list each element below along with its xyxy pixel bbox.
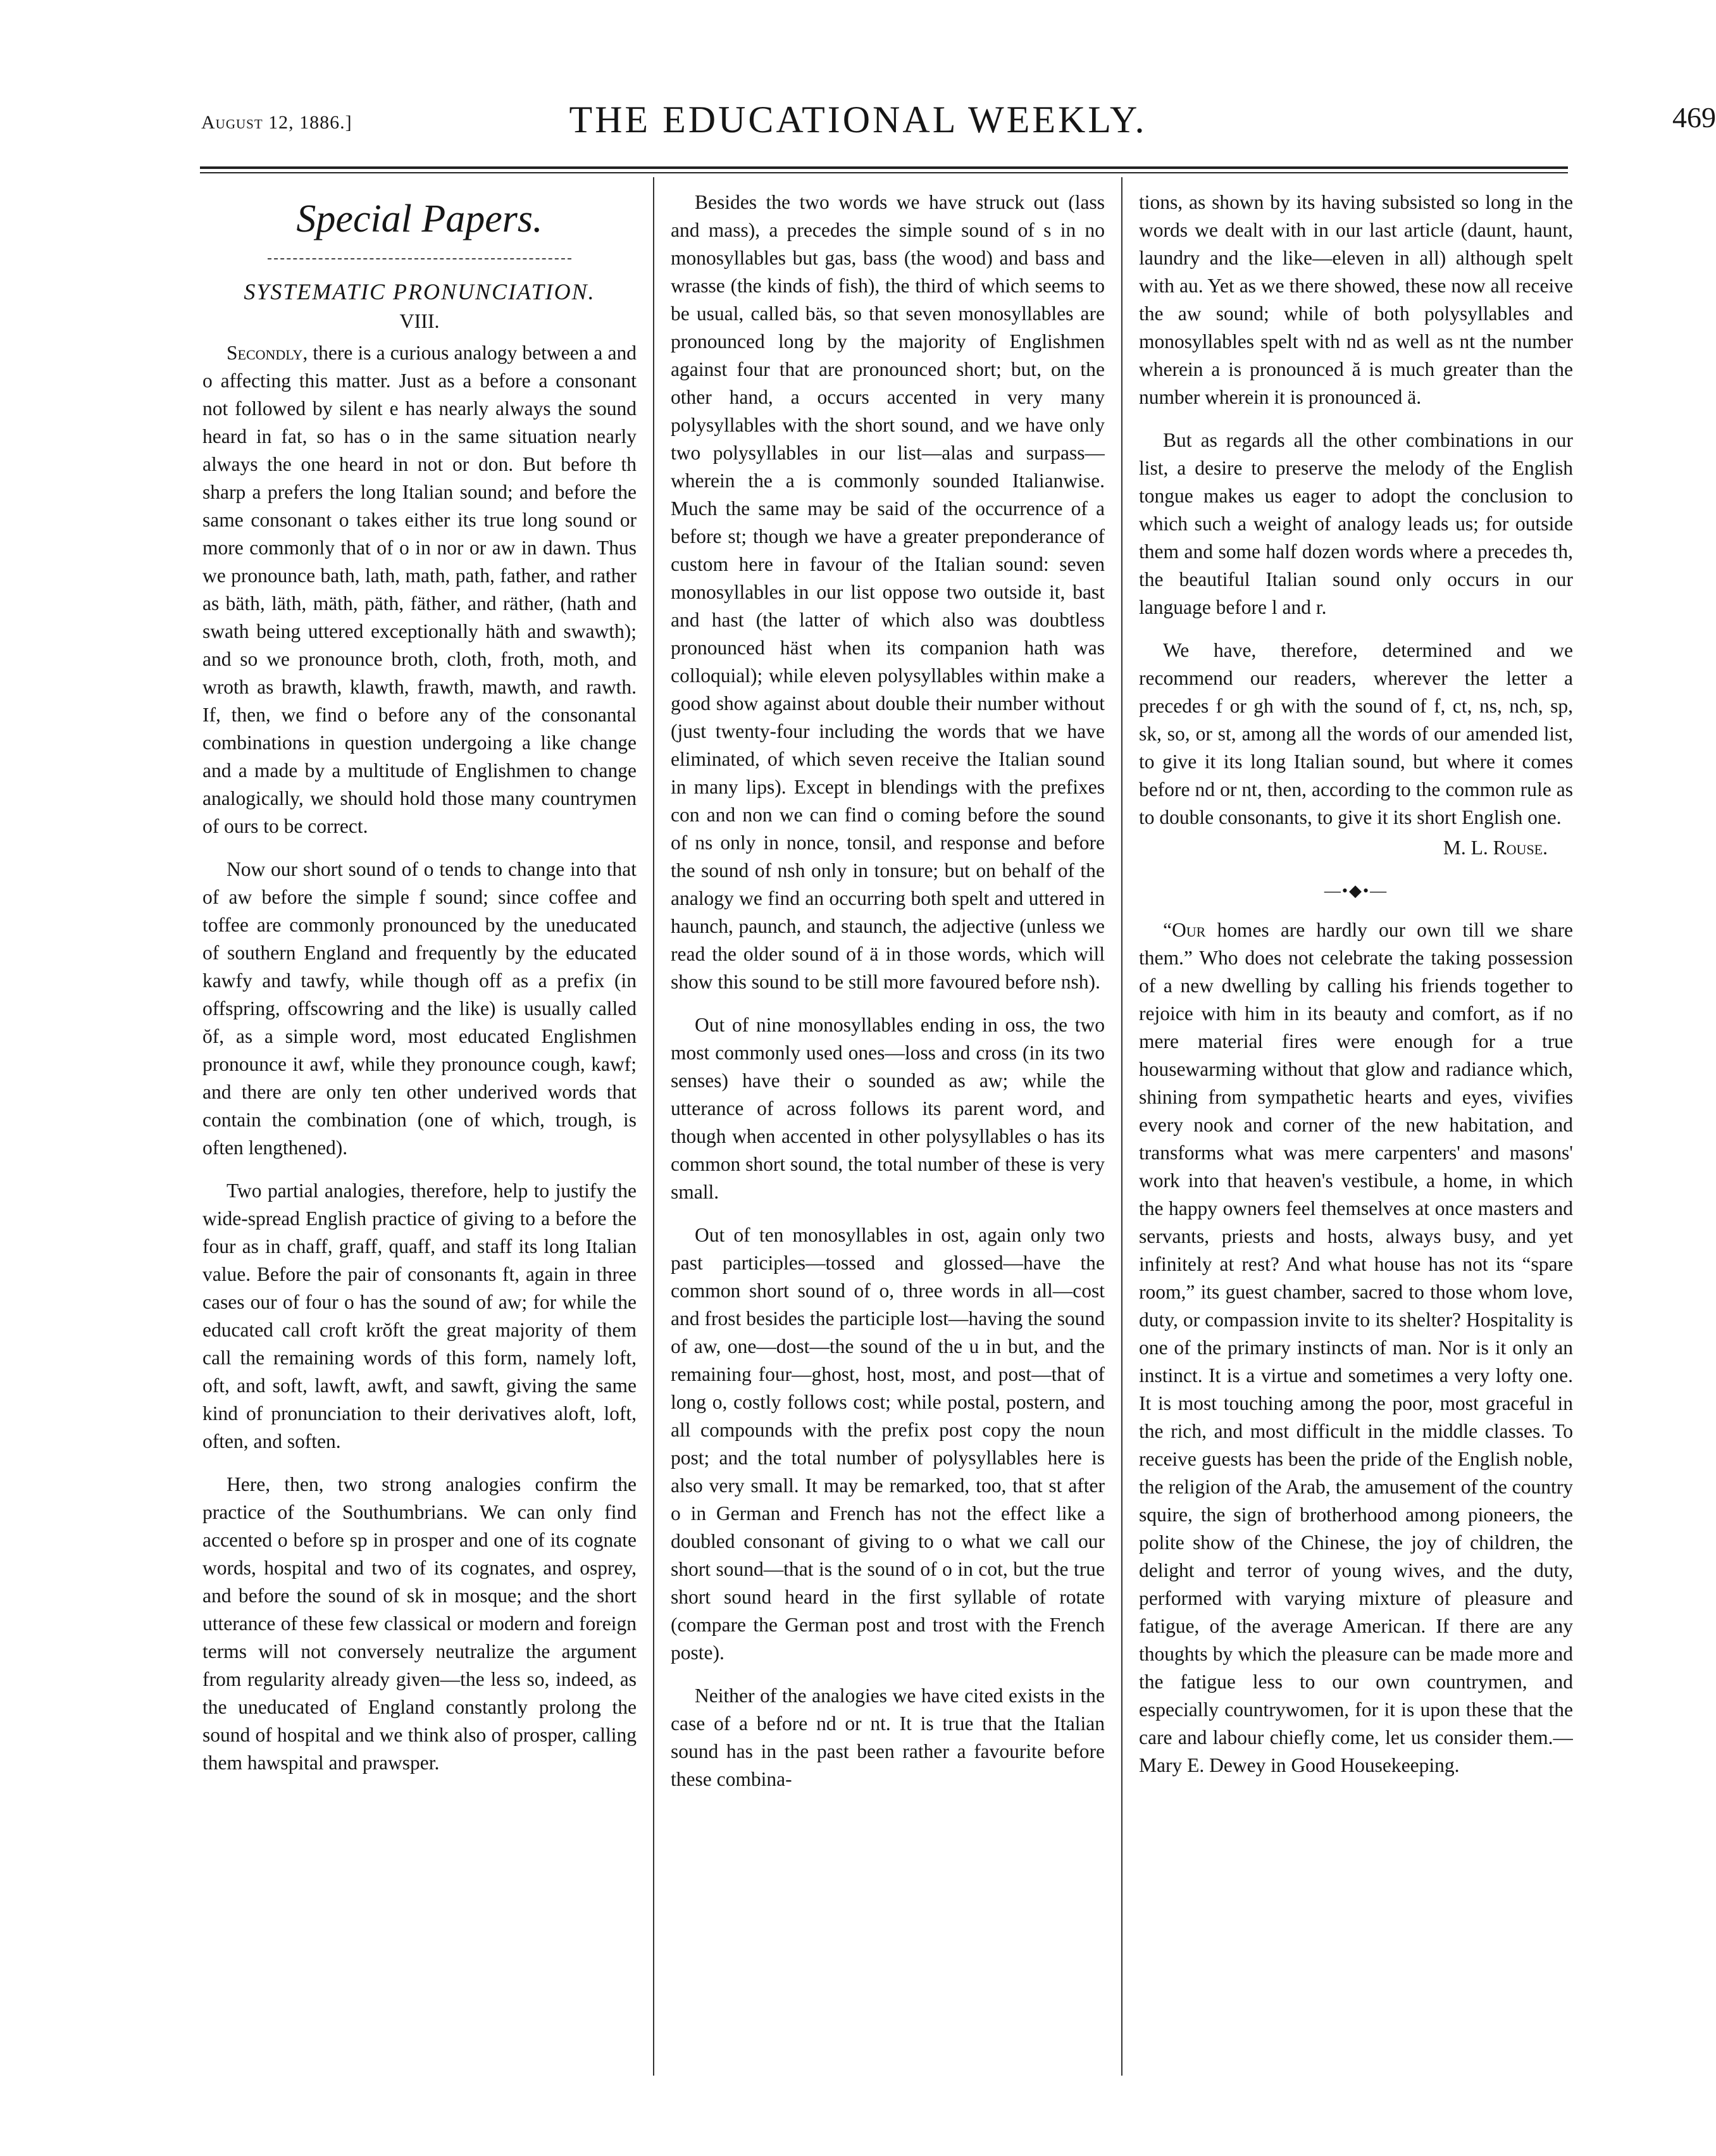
paragraph: Here, then, two strong analogies confirm the practice of the Southumbrians. We can only find accented o before sp in prosper and one of its cognate words, hospital and two of its cognates, and osprey, and before the sound of sk in mosque; and the short utterance of these few classical or modern and foreign terms will not conversely neutralize the argument from regularity already given—the less so, indeed, as the uneducated of England constantly prolong the sound of hospital and we think also of prosper, calling them hawspital and prawsper. [202, 1473, 637, 1774]
masthead [0, 98, 1716, 155]
column-divider [653, 177, 654, 2076]
column-divider [1121, 177, 1122, 2076]
paragraph: Out of nine monosyllables ending in oss, the two most commonly used ones—loss and cross (in its two senses) have their o sounded as aw; while the utterance of across follows its parent word, and though when accented in other polysyllables o has its common short sound, the total number of these is very small. [671, 1014, 1105, 1203]
paragraph [1139, 916, 1573, 1779]
paragraph: We have, therefore, determined and we recommend our readers, wherever the letter a precedes f or gh with the sound of f, ct, ns, nch, sp, sk, so, or st, among all the words of our amended list, to give it its long Italian sound, but where it comes before nd or nt, then, according to the common rule as to double consonants, to give it its short English one. [1139, 639, 1573, 828]
page-number: 469 [1672, 101, 1716, 134]
ornament-divider: —•◆•— [1324, 882, 1388, 900]
column-2 [671, 189, 1105, 2087]
column-1 [202, 189, 637, 2087]
header-rule [200, 166, 1568, 169]
header-rule-thin [200, 172, 1568, 173]
paragraph: Now our short sound of o tends to change into that of aw before the simple f sound; since coffee and toffee are commonly pronounced by the uneducated of southern England and frequently by the educated kawfy and tawfy, while though off as a prefix (in offspring, offscowring and the like) is usually called ŏf, as a simple word, most educated Englishmen pronounce it awf, while they pronounce cough, kawf; and there are only ten other underived words that contain the combination (one of which, trough, is often lengthened). [202, 858, 637, 1159]
paragraph-text: homes are hardly our own till we share them.” Who does not celebrate the taking possession of a new dwelling by calling his friends together to rejoice with him in its beauty and comfort, as if no mere material fires were enough for a true housewarming without that glow and radiance which, shining from sympathetic hearts and eyes, vivifies every nook and corner of the new habitation, and transforms what was mere carpenters' and masons' work into that heaven's vestibule, a home, in which the happy owners feel themselves at once masters and servants, priests and hosts, always busy, and yet infinitely at rest? And what house has not its “spare room,” its guest chamber, sacred to those whom love, duty, or compassion invite to its shelter? Hospitality is one of the primary instincts of man. Nor is it only an instinct. It is a virtue and sometimes a very lofty one. It is most touching among the poor, most graceful in the rich, and most difficult in the middle classes. To receive guests has been the pride of the English noble, the religion of the Arab, the amusement of the country squire, the sign of brotherhood among pioneers, the polite show of the Chinese, the joy of children, the delight and terror of young wives, and the duty, performed with varying mixture of pleasure and fatigue, of the average American. If there are any thoughts by which the pleasure can be made more and the fatigue less to our own countrymen, and especially countrywomen, for it is upon these that the care and labour chiefly come, let us consider them.—Mary E. Dewey in Good Housekeeping. [1139, 919, 1573, 1776]
publication-title: THE EDUCATIONAL WEEKLY. [569, 99, 1147, 140]
article-title: SYSTEMATIC PRONUNCIATION. [244, 279, 595, 304]
paragraph: Two partial analogies, therefore, help to justify the wide-spread English practice of giving to a before the four as in chaff, graff, quaff, and staff its long Italian value. Before the pair of consonants ft, again in three cases our of four o has the sound of aw; for while the educated call croft krŏft the great majority of them call the remaining words of this form, namely loft, oft, and soft, lawft, awft, and sawft, giving the same kind of pronunciation to their derivatives aloft, loft, often, and soften. [202, 1180, 637, 1452]
paragraph [202, 339, 637, 840]
lead-word: Secondly, [227, 342, 308, 364]
paragraph-text: there is a curious analogy between a and o affecting this matter. Just as a before a consonant not followed by silent e has nearly always the sound heard in fat, so has o in the same situation nearly always the one heard in not or don. But before th sharp a prefers the long Italian sound; and before the same consonant o takes either its true long sound or more commonly that of o in nor or aw in dawn. Thus we pronounce bath, lath, math, path, father, and rather as bäth, läth, mäth, päth, fäther, and räther, (hath and swath being uttered exceptionally häth and swawth); and so we pronounce broth, cloth, froth, moth, and wroth as brawth, klawth, frawth, mawth, and rawth. If, then, we find o before any of the consonantal combinations in question undergoing a like change and a made by a multitude of Englishmen to change analogically, we should hold those many countrymen of ours to be correct. [202, 342, 637, 837]
paragraph: Neither of the analogies we have cited exists in the case of a before nd or nt. It is true that the Italian sound has in the past been rather a favourite before these combina- [671, 1685, 1105, 1790]
section-heading: Special Papers. [296, 197, 543, 240]
issue-date: August 12, 1886.] [201, 112, 352, 133]
author-signature: M. L. Rouse. [1443, 837, 1548, 859]
paragraph: But as regards all the other combinations in our list, a desire to preserve the melody of the English tongue makes us eager to adopt the conclusion to which such a weight of analogy leads us; for outside them and some half dozen words where a precedes th, the beautiful Italian sound only occurs in our language before l and r. [1139, 429, 1573, 618]
column-3 [1139, 189, 1573, 2087]
section-separator [268, 258, 571, 259]
lead-word: “Our [1163, 919, 1206, 941]
paragraph: tions, as shown by its having subsisted so long in the words we dealt with in our last article (daunt, haunt, laundry and the like—eleven in all) although spelt with au. Yet as we there showed, these now all receive the aw sound; while of both polysyllables and monosyllables spelt with nd as well as nt the number wherein a is pronounced ă is much greater than the number wherein it is pronounced ä. [1139, 191, 1573, 408]
paragraph: Out of ten monosyllables in ost, again only two past participles—tossed and glossed—have the common short sound of o, three words in all—cost and frost besides the participle lost—having the sound of aw, one—dost—the sound of the u in but, and the remaining four—ghost, host, most, and post—that of long o, costly follows cost; while postal, postern, and all compounds with the prefix post copy the noun post; and the total number of polysyllables here is also very small. It may be remarked, too, that st after o in German and French has not the effect like a doubled consonant of giving to o what we call our short sound—that is the sound of o in cot, but the true short sound heard in the first syllable of rotate (compare the German post and trost with the French poste). [671, 1224, 1105, 1664]
paragraph: Besides the two words we have struck out (lass and mass), a precedes the simple sound of s in no monosyllables but gas, bass (the wood) and bass and wrasse (the kinds of fish), the third of which seems to be usual, called bäs, so that seven monosyllables are pronounced long by the majority of Englishmen against four that are pronounced short; but, on the other hand, a occurs accented in very many polysyllables with the short sound, and we have only two polysyllables in our list—alas and surpass—wherein the a is commonly sounded Italianwise. Much the same may be said of the occurrence of a before st; though we have a greater preponderance of custom here in favour of the Italian sound: seven monosyllables in our list oppose two outside it, bast and hast (the latter of which also was doubtless pronounced häst when its companion hath was colloquial); while eleven polysyllables within make a good show against about double their number without (just twenty-four including the words that we have eliminated, of which seven receive the Italian sound in many lips). Except in blendings with the prefixes con and non we can find o coming before the sound of ns only in nonce, tonsil, and response and before the sound of nsh only in tonsure; but on behalf of the analogy we find an occurring both spelt and uttered in haunch, paunch, and staunch, the adjective (unless we read the older sound of ä in those words, which will show this sound to be still more favoured before nsh). [671, 191, 1105, 993]
author-signature-line [1139, 834, 1573, 862]
article-number: VIII. [399, 309, 440, 332]
